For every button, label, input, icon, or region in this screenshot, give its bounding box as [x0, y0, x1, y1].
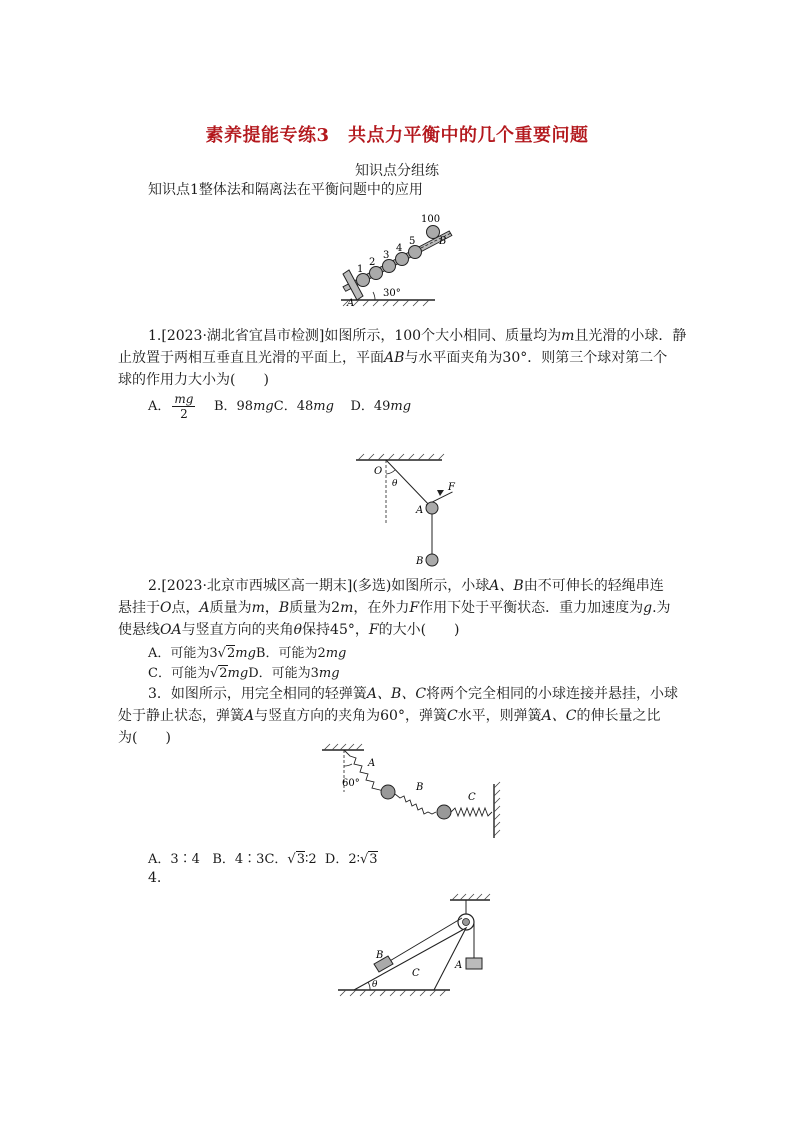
q3-option-d[interactable]: D．2∶√3	[324, 852, 378, 867]
ball-label-2: 2	[369, 257, 376, 268]
q2-line1: 2.[2023·北京市西城区高一期末](多选)如图所示，小球A、B由不可伸长的轻绳串连	[148, 578, 664, 594]
q3-line1: 3．如图所示，用完全相同的轻弹簧A、B、C将两个完全相同的小球连接并悬挂，小球	[148, 686, 679, 702]
angle-label-theta-q4: θ	[372, 980, 378, 990]
q1-options	[148, 392, 411, 421]
ball-label-100: 100	[421, 214, 441, 225]
spring-label-C: C	[468, 792, 476, 803]
q3-option-a[interactable]: A．3∶4	[148, 852, 200, 867]
ball-label-B: B	[416, 556, 424, 567]
q1-option-a[interactable]: A． $\frac{mg}{2}$	[148, 392, 194, 421]
q3-line3: 为( )	[118, 730, 171, 746]
q3-option-c[interactable]: C．√3∶2	[264, 852, 317, 867]
q1-option-b[interactable]: B．98mg	[213, 399, 274, 414]
ball-label-1: 1	[357, 264, 364, 275]
q2-option-c[interactable]: C．可能为√2mg	[148, 666, 249, 681]
block-label-B: B	[376, 950, 384, 961]
wedge-label-C: C	[412, 968, 420, 979]
block-label-A: A	[455, 960, 463, 971]
ball-label-4: 4	[396, 243, 403, 254]
figure-springs	[318, 742, 502, 840]
q3-line2: 处于静止状态，弹簧A与竖直方向的夹角为60°，弹簧C水平，则弹簧A、C的伸长量之比	[118, 708, 661, 724]
point-label-A: A	[347, 298, 355, 309]
q3-options	[148, 848, 378, 867]
angle-label-theta: θ	[392, 479, 398, 489]
ball-label-A: A	[416, 505, 424, 516]
figure-balls-on-incline	[335, 208, 445, 308]
spring-label-B: B	[416, 782, 424, 793]
force-label-F: F	[448, 482, 455, 493]
q2-line3: 使悬线OA与竖直方向的夹角θ保持45°，F的大小( )	[118, 622, 460, 638]
incline-angle-label: 30°	[383, 288, 401, 299]
figure-hanging-balls	[350, 452, 455, 572]
q2-option-a[interactable]: A．可能为3√2mg	[148, 646, 256, 661]
q2-options-row2	[148, 662, 340, 681]
point-label-B: B	[439, 236, 447, 247]
q4-number: 4.	[148, 870, 162, 886]
q2-options-row1	[148, 642, 346, 661]
q1-line1: 1.[2023·湖北省宜昌市检测]如图所示，100个大小相同、质量均为m且光滑的小球．静	[148, 328, 687, 344]
q1-option-d[interactable]: D．49mg	[350, 399, 412, 414]
q1-line3: 球的作用力大小为( )	[118, 372, 269, 388]
q2-line2: 悬挂于O点，A质量为m，B质量为2m，在外力F作用下处于平衡状态．重力加速度为g.为	[118, 600, 671, 616]
q3-option-b[interactable]: B．4∶3	[212, 852, 265, 867]
q1-line2: 止放置于两相互垂直且光滑的平面上，平面AB与水平面夹角为30°．则第三个球对第二个	[118, 350, 668, 366]
knowledge-point-heading: 知识点1整体法和隔离法在平衡问题中的应用	[148, 182, 423, 198]
q2-option-b[interactable]: B．可能为2mg	[255, 646, 347, 661]
q1-option-c[interactable]: C．48mg	[273, 399, 334, 414]
spring-angle-label: 60°	[342, 778, 360, 789]
q2-option-d[interactable]: D．可能为3mg	[248, 666, 340, 681]
page-title: 素养提能专练3 共点力平衡中的几个重要问题	[205, 125, 589, 146]
section-subtitle: 知识点分组练	[355, 163, 439, 179]
figure-pulley-incline	[334, 892, 494, 1002]
spring-label-A: A	[368, 758, 376, 769]
ball-label-3: 3	[383, 250, 390, 261]
point-label-O: O	[374, 466, 383, 477]
ball-label-5: 5	[409, 236, 416, 247]
